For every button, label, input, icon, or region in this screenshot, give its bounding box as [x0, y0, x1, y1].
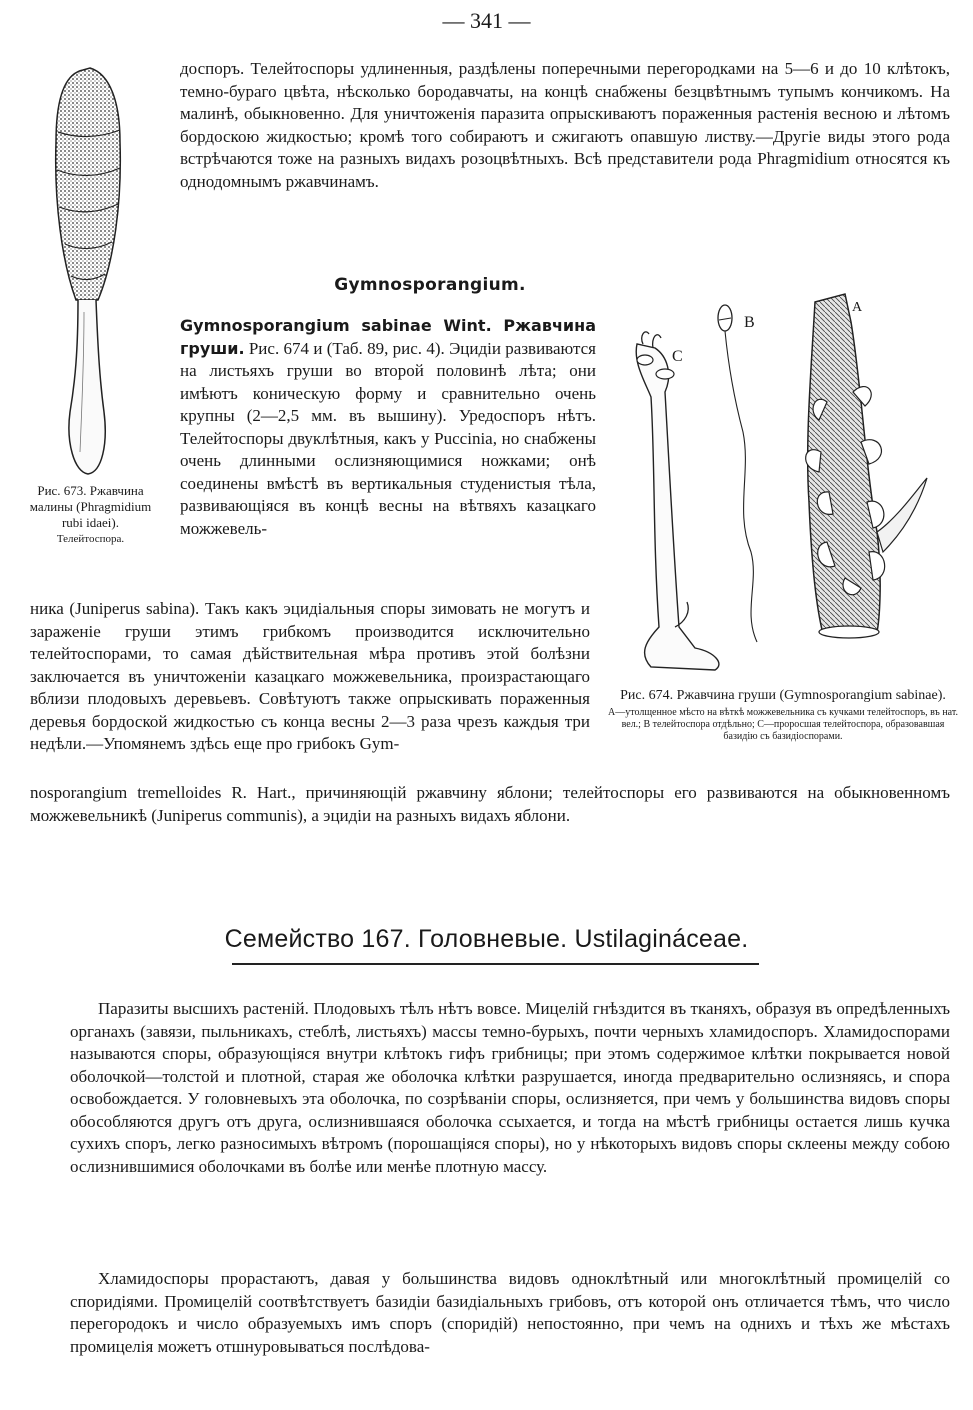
family-title: Семейство 167. Головневые. Ustilagináceae. — [224, 925, 749, 953]
figure-674-illustration — [615, 282, 960, 682]
figure-674-caption-text: Рис. 674. Ржавчина груши (Gymnosporangium sabinae). — [620, 688, 946, 703]
page-number: — 341 — — [442, 8, 531, 33]
figure-673-illustration — [28, 62, 148, 482]
figure-674-label-b: B — [744, 314, 755, 331]
species-title: Gymnosporangium sabinae Wint. Ржавчина груши. — [180, 316, 596, 358]
gymnosporangium-column-text — [180, 315, 596, 540]
title-underline — [232, 963, 759, 965]
figure-674-caption — [608, 688, 958, 743]
family-paragraph-1: Паразиты высшихъ растеній. Плодовыхъ тѣлъ нѣтъ вовсе. Мицелій гнѣздится въ тканяхъ, образуя въ опредѣленныхъ органахъ (завязи, пыльникахъ, стеблѣ, листьяхъ) массы темно-бурыхъ, почти черныхъ хламидоспоръ. Хламидоспорами называются споры, образующіяся внутри клѣтокъ гифъ грибницы; при этомъ содержимое клѣтки покрывается новой оболочкой—толстой и плотной, старая же оболочка клѣтки разрушается, иногда предварительно ослизняясь, и спора освобождается. У головневыхъ эта оболочка, по созрѣваніи споры, ослизняется, при чемъ у большинства видовъ споры обособляются другъ отъ друга, ослизнившаяся оболочка ссыхается, и тогда на мѣстѣ грибницы остается лишь кучка сухихъ споръ, легко разносимыхъ вѣтромъ (порошащіяся споры), но у нѣкоторыхъ видовъ споры склеены между собою ослизнившимися оболочками въ болѣе или менѣе плотную массу. — [70, 999, 950, 1176]
figure-673-caption — [18, 483, 163, 547]
gymnosporangium-body-text: ника (Juniperus sabina). Такъ какъ эцидіальныя споры зимовать не могутъ и зараженіе груши этимъ грибкомъ производится исключительно телейтоспорами, то самая дѣйствительная мѣра противъ этой болѣзни заключается въ уничтоженіи казацкаго можжевельника, произрастающаго вблизи плодовыхъ деревьевъ. Совѣтуютъ также опрыскивать пораженныя деревья бордоской жидкостью съ конца весны 2—3 раза чрезъ каждыя три недѣли.—Упомянемъ здѣсь еще про грибокъ Gym- — [30, 599, 590, 753]
family-paragraph-2: Хламидоспоры прорастаютъ, давая у большинства видовъ одноклѣтный или многоклѣтный промицелій со споридіями. Промицелій соотвѣтствуетъ базидіи базидіальныхъ грибовъ, отъ которой онъ отличается тѣмъ, что число перегородокъ и число образуемыхъ имъ споръ (споридій) непостоянно, при чемъ на однихъ и тѣхъ же мѣстахъ промицелія можетъ отшнуровываться послѣдова- — [70, 1269, 950, 1356]
figure-674-label-a: A — [852, 300, 863, 315]
section-heading-gymnosporangium: Gymnosporangium. — [334, 275, 526, 295]
figure-673-subcaption: Телейтоспора. — [56, 533, 125, 545]
figure-674-subcaption: A—утолщенное мѣсто на вѣткѣ можжевельника съ кучками телейтоспоръ, въ нат. вел.; B телейтоспора отдѣльно; C—проросшая телейтоспора, образовавшая базидію съ базидіоспорами. — [608, 707, 958, 742]
figure-674-label-c: C — [672, 348, 683, 365]
top-paragraph: доспоръ. Телейтоспоры удлиненныя, раздѣлены поперечными перегородками на 5—6 и до 10 клѣтокъ, темно-бураго цвѣта, нѣсколько бородавчаты, на концѣ снабжены безцвѣтнымъ тупымъ кончикомъ. На малинѣ, обыкновенно. Для уничтоженія паразита опрыскиваютъ пораженныя растенія весною и лѣтомъ бордоскою жидкостью; кромѣ того собираютъ и сжигаютъ опавшую листву.—Другіе виды этого рода встрѣчаются тоже на разныхъ видахъ розоцвѣтныхъ. Всѣ представители рода Phragmidium относятся къ однодомнымъ ржавчинамъ. — [180, 59, 950, 191]
species-description: Рис. 674 и (Таб. 89, рис. 4). Эцидіи развиваются на листьяхъ груши во второй половинѣ лѣта; они имѣютъ коническую форму и сравнительно очень крупны (2—2,5 мм. въ вышину). Уредоспоръ нѣтъ. Телейтоспоры двуклѣтныя, какъ у Puccinia, но снабжены очень длинными ослизняющимися ножками; онѣ соединены вмѣстѣ въ вертикальныя студенистыя тѣла, развивающіяся въ концѣ весны на вѣтвяхъ казацкаго можжевель- — [180, 338, 596, 538]
gymnosporangium-tail-text: nosporangium tremelloides R. Hart., причиняющій ржавчину яблони; телейтоспоры его развиваются на обыкновенномъ можжевельникѣ (Juniperus communis), а эцидіи на разныхъ видахъ яблони. — [30, 783, 950, 825]
figure-673-caption-text: Рис. 673. Ржавчина малины (Phragmidium rubi idaei). — [29, 483, 152, 530]
